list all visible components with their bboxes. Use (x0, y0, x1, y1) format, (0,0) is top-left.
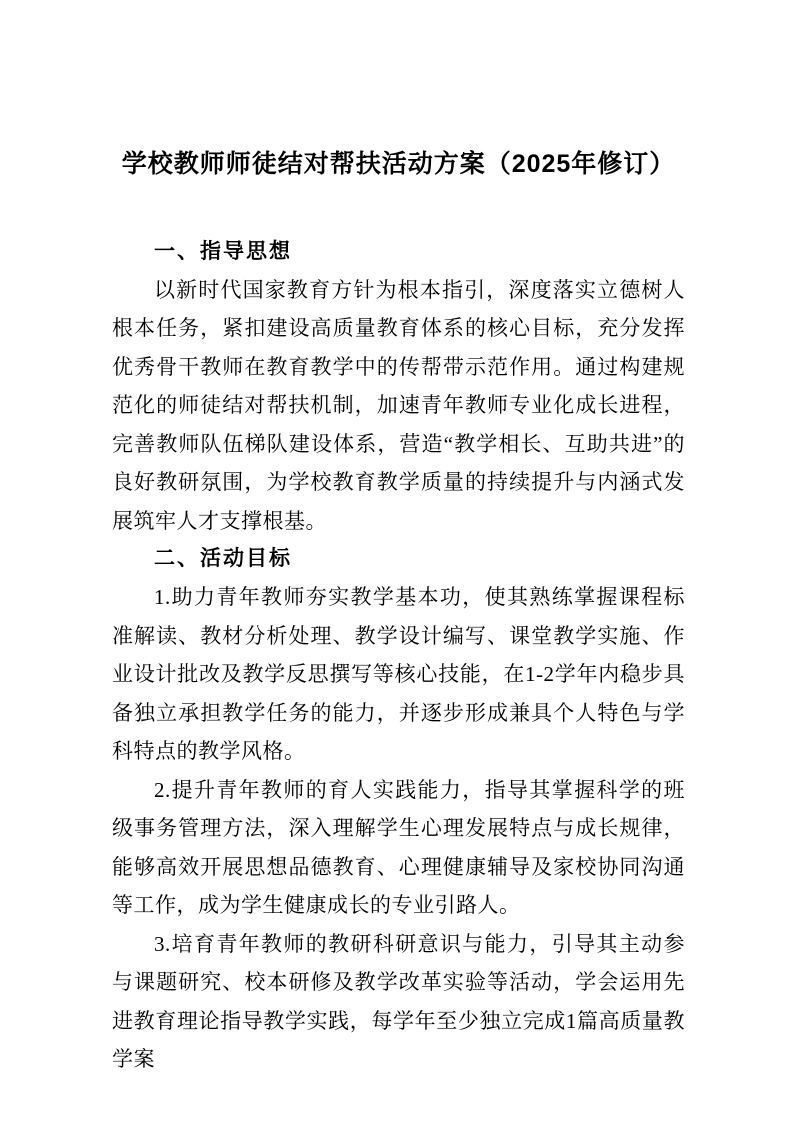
paragraph: 2.提升青年教师的育人实践能力，指导其掌握科学的班级事务管理方法，深入理解学生心理发展特点与成长规律，能够高效开展思想品德教育、心理健康辅导及家校协同沟通等工作，成为学生健康成长的专业引路人。 (112, 777, 685, 917)
paragraph: 3.培育青年教师的教研科研意识与能力，引导其主动参与课题研究、校本研修及教学改革实验等活动，学会运用先进教育理论指导教学实践，每学年至少独立完成1篇高质量教学案 (112, 931, 685, 1071)
paragraph: 以新时代国家教育方针为根本指引，深度落实立德树人根本任务，紧扣建设高质量教育体系的核心目标，充分发挥优秀骨干教师在教育教学中的传帮带示范作用。通过构建规范化的师徒结对帮扶机制，加速青年教师专业化成长进程，完善教师队伍梯队建设体系，营造“教学相长、互助共进”的良好教研氛围，为学校教育教学质量的持续提升与内涵式发展筑牢人才支撑根基。 (112, 277, 685, 533)
document-title: 学校教师师徒结对帮扶活动方案（2025年修订） (121, 150, 676, 178)
section-heading-activity-goals: 二、活动目标 (154, 547, 292, 570)
section-heading-guiding-ideology: 一、指导思想 (154, 239, 292, 263)
paragraph: 1.助力青年教师夯实教学基本功，使其熟练掌握课程标准解读、教材分析处理、教学设计编写、课堂教学实施、作业设计批改及教学反思撰写等核心技能，在1-2学年内稳步具备独立承担教学任务的能力，并逐步形成兼具个人特色与学科特点的教学风格。 (112, 585, 685, 763)
